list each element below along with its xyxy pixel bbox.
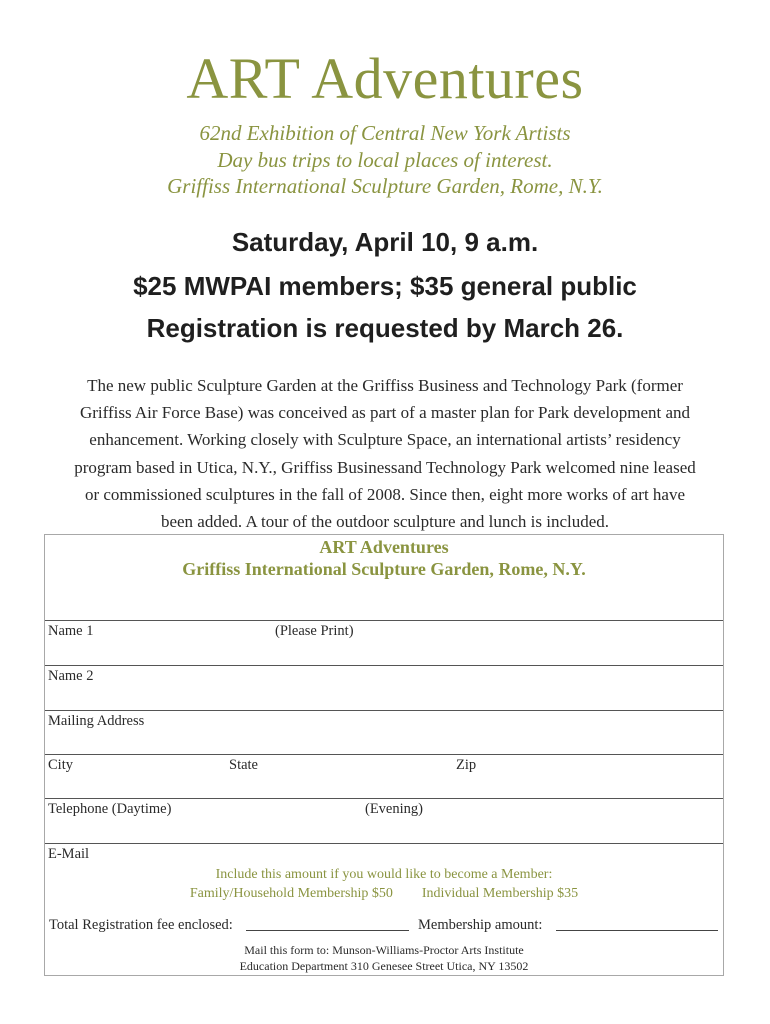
name1-hint: (Please Print)	[275, 623, 354, 639]
email-label: E-Mail	[48, 846, 90, 862]
event-deadline: Registration is requested by March 26.	[146, 313, 624, 343]
membership-amount-label: Membership amount:	[418, 917, 543, 933]
name2-label: Name 2	[48, 668, 94, 684]
membership-options	[45, 886, 723, 902]
city-label: City	[48, 757, 73, 773]
description-line: Griffiss Air Force Base) was conceived as part of a master plan for Park development and	[79, 403, 691, 423]
phone-line[interactable]	[45, 843, 723, 844]
description-line: enhancement. Working closely with Sculpture Space, an international artists’ residency	[89, 430, 681, 450]
phone-evening-label: (Evening)	[365, 801, 423, 817]
description-line: program based in Utica, N.Y., Griffiss Businessand Technology Park welcomed nine leased	[74, 457, 696, 477]
form-divider	[45, 620, 723, 621]
address-line[interactable]	[45, 754, 723, 755]
membership-amount-line[interactable]	[556, 930, 718, 931]
subtitle-line: Day bus trips to local places of interest.	[217, 147, 553, 172]
name2-line[interactable]	[45, 710, 723, 711]
mail-instructions	[45, 942, 723, 974]
description	[40, 372, 730, 535]
description-line: or commissioned sculptures in the fall of 2008. Since then, eight more works of art have	[84, 484, 686, 504]
name1-line[interactable]	[45, 665, 723, 666]
zip-label: Zip	[456, 757, 477, 773]
individual-membership: Individual Membership $35	[421, 886, 579, 901]
flyer-subtitle	[0, 120, 770, 200]
mail-line: Education Department 310 Genesee Street Utica, NY 13502	[239, 959, 529, 973]
event-price: $25 MWPAI members; $35 general public	[133, 271, 637, 301]
state-label: State	[229, 757, 258, 773]
address-label: Mailing Address	[48, 713, 145, 729]
description-line: been added. A tour of the outdoor sculpture and lunch is included.	[160, 512, 610, 532]
membership-intro: Include this amount if you would like to become a Member:	[215, 867, 553, 882]
registration-fee-label: Total Registration fee enclosed:	[49, 917, 233, 933]
name1-label: Name 1	[48, 623, 94, 639]
flyer-title: ART Adventures	[186, 46, 584, 111]
city-line[interactable]	[45, 798, 723, 799]
registration-form	[44, 534, 724, 976]
form-subtitle: Griffiss International Sculpture Garden, Rome, N.Y.	[182, 559, 586, 579]
family-membership: Family/Household Membership $50	[189, 886, 393, 901]
mail-line: Mail this form to: Munson-Williams-Proctor Arts Institute	[244, 943, 524, 957]
subtitle-line: Griffiss International Sculpture Garden, Rome, N.Y.	[167, 174, 603, 198]
phone-day-label: Telephone (Daytime)	[48, 801, 172, 817]
subtitle-line: 62nd Exhibition of Central New York Artists	[199, 121, 571, 145]
registration-fee-line[interactable]	[246, 930, 409, 931]
event-date: Saturday, April 10, 9 a.m.	[231, 227, 539, 257]
description-line: The new public Sculpture Garden at the Griffiss Business and Technology Park (former	[87, 376, 683, 395]
form-title: ART Adventures	[319, 537, 449, 557]
